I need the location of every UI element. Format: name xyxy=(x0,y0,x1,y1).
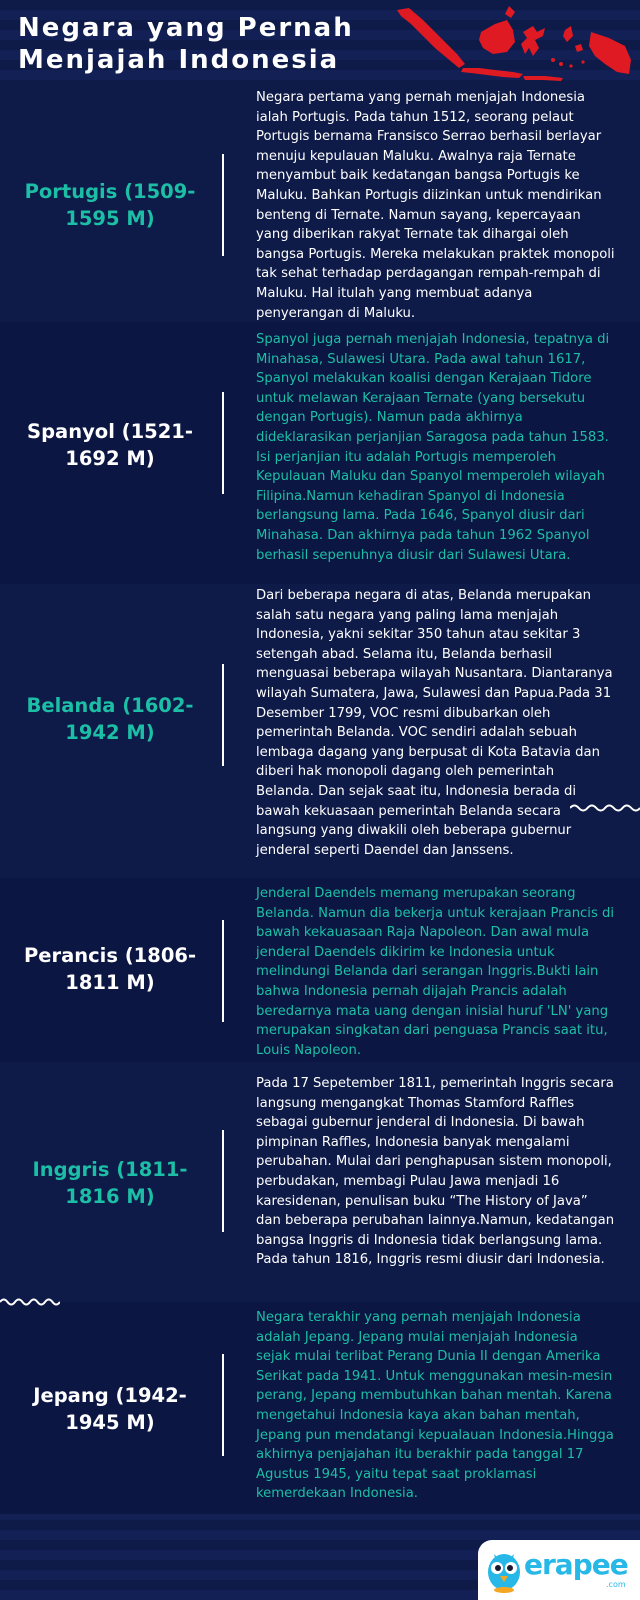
header xyxy=(0,0,640,88)
title-line-1: Negara yang Pernah xyxy=(18,13,354,43)
section-jepang xyxy=(0,1302,640,1514)
logo-domain: .com xyxy=(606,1580,626,1589)
divider-line xyxy=(222,664,224,766)
section-text: Pada 17 Sepetember 1811, pemerintah Inggris secara langsung mengangkat Thomas Stamford Raffles sebagai gubernur jenderal di Indonesia. Di bawah pimpinan Raffles, Indonesia banyak mengalami perubahan. Mulai dari penghapusan sistem monopoli, perbudakan, membagi Pulau Jawa menjadi 16 karesidenan, penulisan buku “The History of Java” dan beberapa perubahan lainnya.Namun, kedatangan bangsa Inggris di Indonesia tidak berlangsung lama. Pada tahun 1816, Inggris resmi diusir dari Indonesia. xyxy=(256,1076,615,1268)
section-perancis xyxy=(0,878,640,1062)
wave-decoration xyxy=(0,1296,60,1308)
section-spanyol xyxy=(0,322,640,584)
section-inggris xyxy=(0,1062,640,1302)
wave-decoration xyxy=(570,802,640,814)
country-title: Perancis (1806-1811 M) xyxy=(23,944,197,994)
country-title: Portugis (1509-1595 M) xyxy=(24,180,196,230)
section-text: Spanyol juga pernah menjajah Indonesia, tepatnya di Minahasa, Sulawesi Utara. Pada awal tahun 1617, Spanyol melakukan koalisi dengan Kerajaan Tidore untuk melawan Kerajaan Ternate (yang bersekutu dengan Portugis). Namun pada akhirnya dideklarasikan perjanjian Saragosa pada tahun 1583. Isi perjanjian itu adalah Portugis memperoleh Kepulauan Maluku dan Spanyol memperoleh wilayah Filipina.Namun kehadiran Spanyol di Indonesia berlangsung lama. Pada 1646, Spanyol diusir dari Minahasa. Dan akhirnya pada tahun 1962 Spanyol berhasil sepenuhnya diusir dari Sulawesi Utara. xyxy=(256,332,610,563)
country-title: Jepang (1942-1945 M) xyxy=(33,1384,187,1434)
bird-mascot-icon xyxy=(484,1546,524,1594)
country-title: Belanda (1602-1942 M) xyxy=(26,694,194,744)
section-text: Dari beberapa negara di atas, Belanda merupakan salah satu negara yang paling lama menjajah Indonesia, yakni sekitar 350 tahun atau sekitar 3 setengah abad. Selama itu, Belanda berhasil menguasai beberapa wilayah Nusantara. Diantaranya wilayah Sumatera, Jawa, Sulawesi dan Papua.Pada 31 Desember 1799, VOC resmi dibubarkan oleh pemerintah Belanda. VOC sendiri adalah sebuah lembaga dagang yang berpusat di Kota Batavia dan diberi hak monopoli dagang oleh pemerintah Belanda. Dan sejak saat itu, Indonesia berada di bawah kekuasaan pemerintah Belanda secara langsung yang diwakili oleh beberapa gubernur jenderal seperti Daendel dan Janssens. xyxy=(256,588,613,858)
section-portugis xyxy=(0,84,640,322)
divider-line xyxy=(222,1354,224,1456)
country-title: Spanyol (1521-1692 M) xyxy=(27,420,193,470)
page-title xyxy=(18,12,354,76)
section-text: Jenderal Daendels memang merupakan seorang Belanda. Namun dia bekerja untuk kerajaan Prancis di bawah kekauasaan Raja Napoleon. Dan awal mula jenderal Daendels dikirim ke Indonesia untuk melindungi Belanda dari serangan Inggris.Bukti lain bahwa Indonesia pernah dijajah Prancis adalah beredarnya mata uang dengan inisial huruf 'LN' yang merupakan singkatan dari penguasa Prancis saat itu, Louis Napoleon. xyxy=(256,886,615,1058)
logo-text: erapee xyxy=(524,1548,628,1581)
divider-line xyxy=(222,920,224,1022)
title-line-2: Menjajah Indonesia xyxy=(18,45,340,75)
divider-line xyxy=(222,1130,224,1232)
divider-line xyxy=(222,392,224,494)
section-text: Negara pertama yang pernah menjajah Indonesia ialah Portugis. Pada tahun 1512, seorang pelaut Portugis bernama Fransisco Serrao berhasil berlayar menuju kepulauan Maluku. Awalnya raja Ternate menyambut baik kedatangan bangsa Portugis ke Maluku. Bahkan Portugis diizinkan untuk mendirikan benteng di Ternate. Namun sayang, kepercayaan yang diberikan rakyat Ternate tak dihargai oleh bangsa Portugis. Mereka melakukan praktek monopoli tak sehat terhadap perdagangan rempah-rempah di Maluku. Hal itulah yang membuat adanya penyerangan di Maluku. xyxy=(256,90,615,321)
indonesia-map-icon xyxy=(395,2,635,92)
section-text: Negara terakhir yang pernah menjajah Indonesia adalah Jepang. Jepang mulai menjajah Indonesia sejak mulai terlibat Perang Dunia II dengan Amerika Serikat pada 1941. Untuk menggunakan mesin-mesin perang, Jepang membutuhkan bahan mentah. Karena mengetahui Indonesia kaya akan bahan mentah, Jepang pun mendatangi kepualauan Indonesia.Hingga akhirnya penjajahan itu berakhir pada tanggal 17 Agustus 1945, yaitu tepat saat proklamasi kemerdekaan Indonesia. xyxy=(256,1310,614,1502)
country-title: Inggris (1811-1816 M) xyxy=(32,1158,188,1208)
divider-line xyxy=(222,154,224,256)
erapee-logo[interactable] xyxy=(478,1540,640,1600)
section-belanda xyxy=(0,584,640,878)
